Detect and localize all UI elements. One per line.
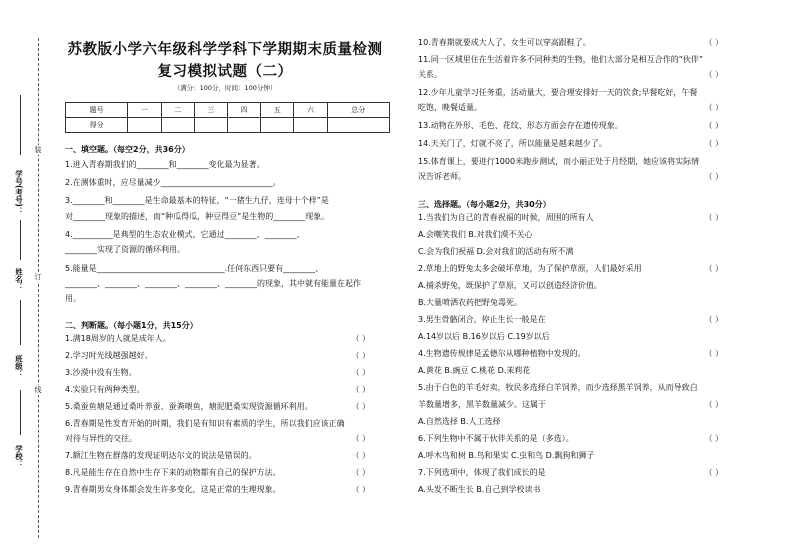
- judgement-item: 12.少年儿童学习任务重，活动量大，要合理安排好一天的饮食;早餐吃好，午餐: [418, 88, 698, 97]
- choice-question: 羊数量增多，黑羊数量减少。这属于 （ ）: [418, 400, 723, 409]
- answer-paren[interactable]: （ ）: [704, 264, 723, 273]
- exam-subtitle: （满分：100分，时间：100分钟）: [173, 84, 277, 92]
- score-table: [65, 102, 390, 133]
- choice-question: 1.当我们为自己的青春祝福的时候，周围的所有人 （ ）: [418, 213, 723, 222]
- side-field-student-id-line[interactable]: [20, 95, 21, 155]
- answer-paren[interactable]: （ ）: [704, 468, 723, 477]
- choice-question: 6.下列生物中不属于伙伴关系的是（多选）。 （ ）: [418, 434, 723, 443]
- score-table-header: 五: [261, 103, 294, 118]
- choice-question: 7.下列选项中，体现了我们成长的是 （ ）: [418, 468, 723, 477]
- section2-heading: 二、判断题。（每小题1分，共15分）: [65, 321, 198, 330]
- choice-options: A.会嘲笑我们 B.对我们漠不关心: [418, 230, 533, 239]
- answer-paren[interactable]: （ ）: [351, 351, 370, 360]
- judgement-item: 对待与异性的交往。 （ ）: [65, 434, 370, 443]
- answer-paren[interactable]: （ ）: [704, 172, 723, 181]
- choice-options: C.会为我们祝福 D.会对我们的活动有所不满: [418, 247, 574, 256]
- score-table-header: 总分: [327, 103, 389, 118]
- section1-heading: 一、填空题。（每空2分，共36分）: [65, 145, 190, 154]
- side-field-student-id: 学号(考号)：: [14, 170, 24, 215]
- choice-question: 5.由于白色的羊毛好卖，牧民多选择白羊饲养，而少选择黑羊饲养，从而导致白: [418, 383, 698, 392]
- score-cell[interactable]: [294, 118, 327, 133]
- answer-paren[interactable]: （ ）: [351, 334, 370, 343]
- judgement-item: 吃饱，晚餐适量。 （ ）: [418, 103, 723, 112]
- side-field-class: 班级：: [14, 355, 24, 378]
- answer-paren[interactable]: （ ）: [351, 368, 370, 377]
- choice-options: A.自然选择 B.人工选择: [418, 417, 501, 426]
- side-field-name-line[interactable]: [20, 220, 21, 260]
- side-field-school: 学校：: [14, 445, 24, 468]
- choice-options: A.捕杀野兔，既保护了草原，又可以创造经济价值。: [418, 281, 602, 290]
- judgement-item: 6.青春期是性发育开始的时期，我们是有知识有素质的学生，所以我们应该正确: [65, 419, 345, 428]
- answer-paren[interactable]: （ ）: [704, 434, 723, 443]
- judgement-item: 3.沙漠中没有生物。 （ ）: [65, 368, 370, 377]
- fill-blank-line: 5.能量是________________________________.任何东西只要有________、: [65, 264, 324, 273]
- answer-paren[interactable]: （ ）: [351, 451, 370, 460]
- answer-paren[interactable]: （ ）: [351, 485, 370, 494]
- side-field-class-line[interactable]: [20, 300, 21, 345]
- judgement-list-continued: [418, 38, 723, 188]
- judgement-item: 8.凡是能生存在自然中生存下来的动物都有自己的保护方法。 （ ）: [65, 468, 370, 477]
- answer-paren[interactable]: （ ）: [351, 434, 370, 443]
- choice-options: B.大量喷洒农药把野兔毒死。: [418, 298, 523, 307]
- choice-list: [418, 213, 723, 498]
- judgement-list: [65, 334, 370, 504]
- binding-word-ding: 订: [34, 273, 42, 281]
- fill-blank-line: 用。: [65, 294, 81, 303]
- score-table-row-label: 得分: [66, 118, 128, 133]
- score-table-header: 一: [128, 103, 161, 118]
- answer-paren[interactable]: （ ）: [704, 38, 723, 47]
- answer-paren[interactable]: （ ）: [704, 349, 723, 358]
- binding-word-zhuang: 装: [34, 146, 42, 154]
- choice-options: A.头发不断生长 B.自己到学校读书: [418, 485, 541, 494]
- judgement-item: 关系。 （ ）: [418, 70, 723, 79]
- judgement-item: 11.同一区域里住在生活着许多不同种类的生物，他们大部分是相互合作的“伙伴”: [418, 55, 704, 64]
- score-cell[interactable]: [161, 118, 194, 133]
- score-table-header: 四: [227, 103, 260, 118]
- score-table-header-row: [66, 103, 390, 118]
- score-cell[interactable]: [128, 118, 161, 133]
- side-field-school-line[interactable]: [20, 390, 21, 435]
- judgement-item: 14.天关门了，灯就不亮了，所以能量是越来越少了。 （ ）: [418, 139, 723, 148]
- answer-paren[interactable]: （ ）: [704, 315, 723, 324]
- score-table-header: 题号: [66, 103, 128, 118]
- answer-paren[interactable]: （ ）: [351, 385, 370, 394]
- judgement-item: 5.桑蚕鱼塘是通过桑叶养蚕、蚕粪喂鱼，塘泥肥桑实现资源循环利用。 （ ）: [65, 402, 370, 411]
- side-field-name: 姓名：: [14, 268, 24, 291]
- fill-blank-line: 4.__________是典型的生态农业模式，它通过________、________、: [65, 230, 305, 239]
- judgement-item: 况告诉老师。 （ ）: [418, 172, 723, 181]
- answer-paren[interactable]: （ ）: [704, 121, 723, 130]
- section3-heading: 三、选择题。（每小题2分，共30分）: [418, 200, 551, 209]
- fill-blank-line: 对________现象的描述，而“种瓜得瓜，种豆得豆”是生物的________现象。: [65, 212, 330, 221]
- score-table-score-row: [66, 118, 390, 133]
- binding-dashed-line: [38, 38, 39, 538]
- choice-question: 3.男生骨骼闭合，停止生长一般是在 （ ）: [418, 315, 723, 324]
- score-table-header: 三: [194, 103, 227, 118]
- exam-title-line1: 苏教版小学六年级科学学科下学期期末质量检测: [67, 42, 383, 58]
- judgement-item: 2.学习时光线越强越好。 （ ）: [65, 351, 370, 360]
- judgement-item: 4.实验只有两种类型。 （ ）: [65, 385, 370, 394]
- judgement-item: 7.额江生物在群落的发现证明达尔文的说法是错误的。 （ ）: [65, 451, 370, 460]
- score-table-header: 六: [294, 103, 327, 118]
- fill-blank-line: 2.在测体重时，应尽量减少____________________________。: [65, 178, 281, 187]
- fill-blank-line: ________实现了资源的循环利用。: [65, 245, 185, 254]
- score-cell[interactable]: [227, 118, 260, 133]
- answer-paren[interactable]: （ ）: [351, 468, 370, 477]
- answer-paren[interactable]: （ ）: [704, 70, 723, 79]
- fill-blank-line: 3.________和________是生命最基本的特征，“一猪生九仔，连母十个样”是: [65, 196, 329, 205]
- answer-paren[interactable]: （ ）: [351, 402, 370, 411]
- exam-title-line2: 复习模拟试题（二）: [157, 64, 293, 80]
- score-cell[interactable]: [194, 118, 227, 133]
- choice-question: 4.生物遗传规律是孟德尔从哪种植物中发现的。 （ ）: [418, 349, 723, 358]
- judgement-item: 13.动物在外形、毛色、花纹、形态方面会存在遗传现象。 （ ）: [418, 121, 723, 130]
- answer-paren[interactable]: （ ）: [704, 400, 723, 409]
- answer-paren[interactable]: （ ）: [704, 213, 723, 222]
- score-table-header: 二: [161, 103, 194, 118]
- score-cell[interactable]: [327, 118, 389, 133]
- choice-options: A.呼木鸟和树 B.鸟和果实 C.虫和鸟 D.飘狗和狮子: [418, 451, 595, 460]
- answer-paren[interactable]: （ ）: [704, 139, 723, 148]
- choice-question: 2.草地上的野兔太多会破坏草地，为了保护草原，人们最好采用 （ ）: [418, 264, 723, 273]
- choice-options: A.黄花 B.豌豆 C.桃花 D.茉莉花: [418, 366, 531, 375]
- judgement-item: 9.青春期男女身体都会发生许多变化，这是正常的生理现象。 （ ）: [65, 485, 370, 494]
- fill-blank-line: ________、________、________、________、________的现象，其中就有能量在起作: [65, 279, 361, 288]
- choice-options: A.14岁以后 B.16岁以后 C.19岁以后: [418, 332, 550, 341]
- score-cell[interactable]: [261, 118, 294, 133]
- judgement-item: 1.满18周岁的人就是成年人。 （ ）: [65, 334, 370, 343]
- binding-word-xian: 线: [34, 386, 42, 394]
- judgement-item: 15.体育课上，要进行1000米跑步测试，而小丽正处于月经期，她应该将实际情: [418, 157, 700, 166]
- fill-blank-line: 1.进入青春期我们的________和________变化最为显著。: [65, 160, 265, 169]
- judgement-item: 10.青春期就要成大人了，女生可以穿高跟鞋了。 （ ）: [418, 38, 723, 47]
- answer-paren[interactable]: （ ）: [704, 103, 723, 112]
